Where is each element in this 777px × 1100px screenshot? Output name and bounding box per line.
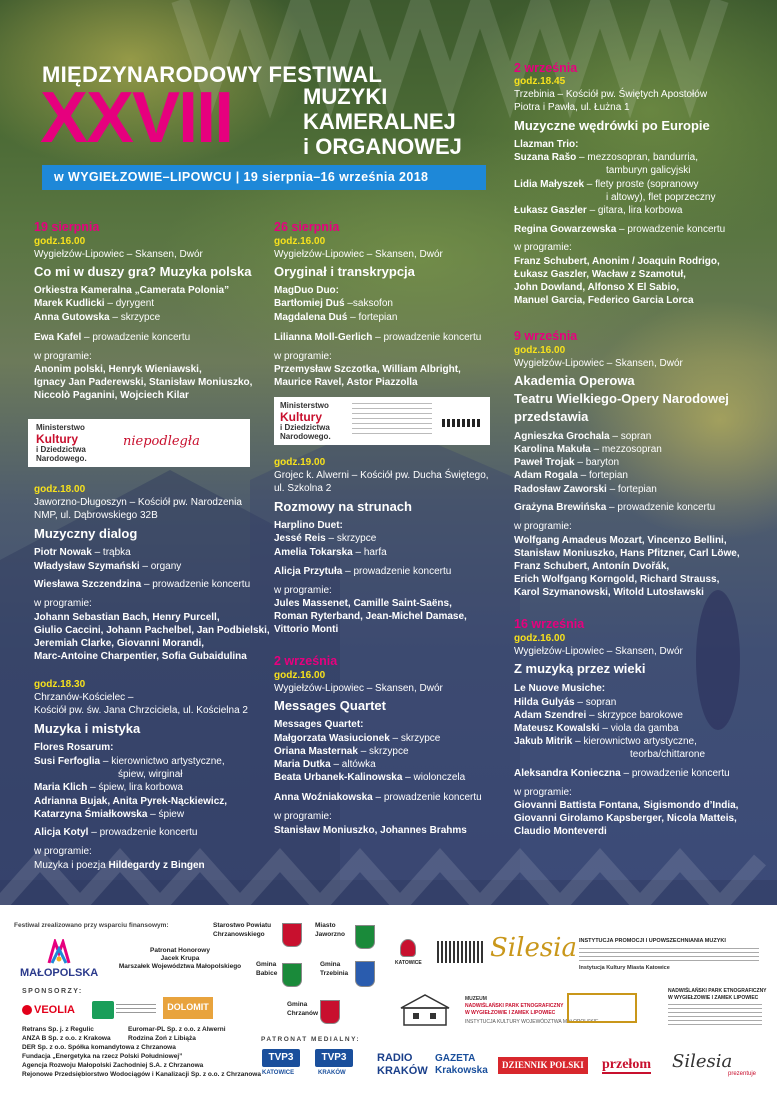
- chrzanow-crest-icon: [320, 1000, 340, 1024]
- museum-building-icon: [395, 992, 455, 1028]
- performer-role: – mezzosopran, bandurria,: [576, 152, 698, 163]
- program-heading: w programie:: [34, 351, 92, 362]
- performer-role: – śpiew: [147, 809, 185, 820]
- performer-role: – altówka: [330, 759, 376, 770]
- host-role: – prowadzenie koncertu: [620, 768, 730, 779]
- performer-name: Bartłomiej Duś: [274, 298, 345, 309]
- performer-name: Maria Dutka: [274, 759, 331, 770]
- logo-text: Ministerstwo: [280, 401, 329, 410]
- jaworzno-crest-icon: [355, 925, 375, 949]
- sponsor-item: ANZA B Sp. z o.o. z Krakowa: [22, 1035, 111, 1042]
- museum-label: W WYGIEŁZOWIE I ZAMEK LIPOWIEC: [465, 1010, 556, 1016]
- program-line: Stanisław Moniuszko, Johannes Brahms: [274, 825, 467, 836]
- event-place: ul. Szkolna 2: [274, 483, 332, 494]
- event-title: Muzyczny dialog: [34, 526, 138, 541]
- program-line: Vittorio Monti: [274, 624, 339, 635]
- gazeta-krakowska-logo: GAZETA: [435, 1053, 476, 1064]
- katowice-label: KATOWICE: [395, 960, 422, 966]
- veolia-icon: [22, 1005, 32, 1015]
- patron-label: Patronat Honorowy: [150, 947, 210, 954]
- host-role: – prowadzenie koncertu: [372, 792, 482, 803]
- performer-role: – fortepian: [347, 312, 398, 323]
- support-label: Festiwal zrealizowano przy wsparciu finansowym:: [14, 922, 169, 929]
- sponsor-item: Fundacja „Energetyka na rzecz Polski Południowej”: [22, 1053, 183, 1060]
- malopolska-logo-icon: [46, 939, 72, 965]
- program-line: John Dowland, Alfonso X El Sabio,: [514, 282, 680, 293]
- performer-role: – mezzosopran: [590, 444, 662, 455]
- date-place-bar: w WYGIEŁZOWIE–LIPOWCU | 19 sierpnia–16 września 2018: [42, 165, 486, 190]
- event-time: godz.16.00: [514, 633, 566, 644]
- event-title: Teatru Wielkiego-Opery Narodowej: [514, 391, 729, 406]
- sponsor-item: Retrans Sp. j. z Regulic: [22, 1026, 94, 1033]
- event-title: Messages Quartet: [274, 698, 386, 713]
- performer-role: – sopran: [609, 431, 652, 442]
- radio-krakow-logo: RADIO: [377, 1052, 413, 1064]
- host-role: – prowadzenie koncertu: [141, 579, 251, 590]
- performer-name: Małgorzata Wasiucionek: [274, 733, 390, 744]
- host-name: Alicja Kotyl: [34, 827, 89, 838]
- event-place: Grojec k. Alwerni – Kościół pw. Ducha Świętego,: [274, 470, 489, 481]
- fine-print-graphic: [352, 403, 432, 437]
- performer-role: – skrzypce: [389, 733, 441, 744]
- festival-title-line2: MUZYKI: [303, 84, 388, 109]
- institute-logo: [442, 419, 480, 427]
- museum-label: MUZEUM: [465, 996, 487, 1002]
- program-line: Giovanni Girolamo Kapsberger, Nicola Matteis,: [514, 813, 737, 824]
- event-place: Kościół pw. św. Jana Chrzciciela, ul. Kościelna 2: [34, 705, 248, 716]
- program-line: Jeremiah Clarke, Giovanni Morandi,: [34, 638, 205, 649]
- performer-name: Hilda Gulyás: [514, 697, 575, 708]
- host-name: Ewa Kafel: [34, 332, 82, 343]
- event-place: Wygiełzów-Lipowiec – Skansen, Dwór: [34, 249, 203, 260]
- prezentuje-label: prezentuje: [728, 1071, 757, 1077]
- event-title: przedstawia: [514, 409, 589, 424]
- katowice-logo-icon: [400, 939, 416, 957]
- sponsor-item: DER Sp. z o.o. Spółka komandytowa z Chrzanowa: [22, 1044, 176, 1051]
- festival-title-line3: KAMERALNEJ: [303, 109, 456, 134]
- performer-name: Marek Kudlicki: [34, 298, 105, 309]
- program-line: Niccolò Paganini, Wojciech Kilar: [34, 390, 189, 401]
- program-line: Ignacy Jan Paderewski, Stanisław Moniuszko,: [34, 377, 253, 388]
- sponsors-label: SPONSORZY:: [22, 988, 83, 995]
- ministry-culture-logo-2: [274, 397, 490, 445]
- babice-label: Gmina: [256, 961, 277, 968]
- logo-text: i Dziedzictwa: [280, 423, 330, 432]
- performer-name: Lidia Małyszek: [514, 179, 585, 190]
- event-time: godz.18.45: [514, 76, 566, 87]
- performer-name: Magdalena Duś: [274, 312, 348, 323]
- performer-role: – baryton: [574, 457, 620, 468]
- program-line: Jules Massenet, Camille Saint-Saëns,: [274, 598, 452, 609]
- logo-text: Ministerstwo: [36, 423, 85, 432]
- park-label: W WYGIEŁZOWIE I ZAMEK LIPOWIEC: [668, 995, 759, 1001]
- program-heading: w programie:: [514, 787, 572, 798]
- host-role: – prowadzenie koncertu: [88, 827, 198, 838]
- babice-crest-icon: [282, 963, 302, 987]
- program-heading: w programie:: [34, 598, 92, 609]
- festival-title-line1: MIĘDZYNARODOWY FESTIWAL: [42, 62, 383, 87]
- program-line: Roman Ryterband, Jean-Michel Damase,: [274, 611, 467, 622]
- performer-role: – skrzypce: [357, 746, 409, 757]
- program-line: Muzyka i poezja: [34, 860, 109, 871]
- performer-role: tamburyn galicyjski: [606, 165, 691, 176]
- ministry-culture-logo: [28, 419, 250, 467]
- gazeta-krakowska-logo: Krakowska: [435, 1065, 488, 1076]
- program-line: Manuel Garcia, Federico Garcia Lorca: [514, 295, 694, 306]
- performer-role: – skrzypce: [325, 533, 377, 544]
- sponsor-item: Rodzina Zoń z Libiąża: [128, 1035, 196, 1042]
- performer-name: Anna Gutowska: [34, 312, 110, 323]
- program-heading: w programie:: [514, 521, 572, 532]
- ensemble-name: Le Nuove Musiche:: [514, 683, 606, 694]
- logo-text: Kultury: [36, 432, 78, 446]
- park-contact-lines: [668, 1004, 762, 1026]
- media-patronage-label: PATRONAT MEDIALNY:: [261, 1036, 361, 1043]
- performer-name: Radosław Zaworski: [514, 484, 607, 495]
- program-line: Przemysław Szczotka, William Albright,: [274, 364, 461, 375]
- host-role: – prowadzenie koncertu: [372, 332, 482, 343]
- babice-label: Babice: [256, 970, 278, 977]
- performer-name: Katarzyna Śmiałkowska: [34, 809, 148, 820]
- logo-text: Narodowego.: [280, 432, 331, 441]
- veolia-logo: VEOLIA: [34, 1004, 75, 1016]
- institution-subtitle: Instytucja Kultury Miasta Katowice: [579, 965, 670, 971]
- sponsor-logo-green: [92, 1001, 114, 1019]
- event-time: godz.18.30: [34, 679, 86, 690]
- radio-krakow-logo: KRAKÓW: [377, 1065, 428, 1077]
- performer-role: – fortepian: [577, 470, 628, 481]
- event-place: NMP, ul. Dąbrowskiego 32B: [34, 510, 158, 521]
- event-time: godz.16.00: [34, 236, 86, 247]
- logo-text: i Dziedzictwa: [36, 445, 86, 454]
- performer-role: – wiolonczela: [402, 772, 466, 783]
- host-role: – prowadzenie koncertu: [81, 332, 191, 343]
- chrzanow-county-crest-icon: [282, 923, 302, 947]
- program-line: Hildegardy z Bingen: [108, 860, 205, 871]
- ensemble-name: Messages Quartet:: [274, 719, 364, 730]
- performer-role: i altowy), flet poprzeczny: [606, 192, 716, 203]
- program-line: Erich Wolfgang Korngold, Richard Strauss,: [514, 574, 720, 585]
- festival-edition-roman: XXVIII: [40, 78, 233, 158]
- performer-name: Jessé Reis: [274, 533, 326, 544]
- event-date: 9 września: [514, 329, 578, 343]
- chrzanow-label: Chrzanów: [287, 1010, 319, 1017]
- sponsors-footer: [0, 905, 777, 1100]
- dziennik-polski-logo: DZIENNIK POLSKI: [498, 1057, 588, 1074]
- ensemble-name: Flores Rosarum:: [34, 742, 114, 753]
- performer-role: – fortepian: [606, 484, 657, 495]
- performer-role: – organy: [139, 561, 182, 572]
- performer-name: Agnieszka Grochala: [514, 431, 610, 442]
- performer-name: Adrianna Bujak, Anita Pyrek-Nąckiewicz,: [34, 796, 228, 807]
- performer-role: – śpiew, lira korbowa: [87, 782, 183, 793]
- performer-role: – dyrygent: [104, 298, 155, 309]
- silesia-logo: Silesia: [490, 933, 577, 963]
- performer-name: Jakub Mitrik: [514, 736, 573, 747]
- performer-name: Władysław Szymański: [34, 561, 140, 572]
- program-line: Franz Schubert, Anonim / Joaquin Rodrigo,: [514, 256, 720, 267]
- event-time: godz.19.00: [274, 457, 326, 468]
- silesia-prezentuje-logo: Silesia: [672, 1051, 733, 1072]
- event-place: Wygiełzów-Lipowiec – Skansen, Dwór: [514, 646, 683, 657]
- performer-role: śpiew, wirginał: [118, 769, 183, 780]
- event-place: Wygiełzów-Lipowiec – Skansen, Dwór: [514, 358, 683, 369]
- tvp3-katowice-logo: TVP3: [262, 1049, 300, 1067]
- trzebinia-crest-icon: [355, 961, 375, 987]
- performer-name: Adam Szendrei: [514, 710, 587, 721]
- performer-name: Maria Klich: [34, 782, 88, 793]
- logo-text: Narodowego.: [36, 454, 87, 463]
- event-time: godz.18.00: [34, 484, 86, 495]
- program-line: Johann Sebastian Bach, Henry Purcell,: [34, 612, 220, 623]
- event-title: Muzyczne wędrówki po Europie: [514, 118, 710, 133]
- niepodlegla-logo: niepodległa: [123, 434, 200, 449]
- ensemble-name: Harplino Duet:: [274, 520, 343, 531]
- performer-role: – skrzypce barokowe: [586, 710, 683, 721]
- program-line: Karol Szymanowski, Witold Lutosławski: [514, 587, 704, 598]
- host-name: Anna Woźniakowska: [274, 792, 373, 803]
- host-name: Aleksandra Konieczna: [514, 768, 621, 779]
- trzebinia-label: Gmina: [320, 961, 341, 968]
- host-name: Alicja Przytuła: [274, 566, 343, 577]
- event-title: Akademia Operowa: [514, 373, 635, 388]
- jaworzno-label: Jaworzno: [315, 931, 345, 938]
- festival-title-line4: i ORGANOWEJ: [303, 134, 462, 159]
- event-place: Trzebinia – Kościół pw. Świętych Apostołów: [514, 89, 708, 100]
- starostwo-label: Chrzanowskiego: [213, 931, 265, 938]
- program-line: Franz Schubert, Antonín Dvořák,: [514, 561, 670, 572]
- performer-name: Amelia Tokarska: [274, 547, 353, 558]
- event-date: 2 września: [514, 61, 578, 75]
- sponsor-logo-text-block: [116, 1004, 156, 1016]
- museum-label: INSTYTUCJA KULTURY WOJEWÓDZTWA MAŁOPOLSKIE: [465, 1019, 599, 1025]
- host-name: Wiesława Szczendzina: [34, 579, 142, 590]
- trzebinia-label: Trzebinia: [320, 970, 349, 977]
- program-line: Wolfgang Amadeus Mozart, Vincenzo Bellini,: [514, 535, 727, 546]
- tvp3-krakow-label: KRAKÓW: [318, 1070, 346, 1076]
- program-line: Anonim polski, Henryk Wieniawski,: [34, 364, 202, 375]
- program-line: Claudio Monteverdi: [514, 826, 607, 837]
- event-title: Co mi w duszy gra? Muzyka polska: [34, 264, 252, 279]
- event-title: Oryginał i transkrypcja: [274, 264, 415, 279]
- performer-name: Suzana Rašo: [514, 152, 577, 163]
- program-line: Stanisław Moniuszko, Hans Pfitzner, Carl Löwe,: [514, 548, 740, 559]
- institution-name: INSTYTUCJA PROMOCJI I UPOWSZECHNIANIA MUZYKI: [579, 938, 726, 944]
- program-heading: w programie:: [274, 811, 332, 822]
- starostwo-label: Starostwo Powiatu: [213, 922, 272, 929]
- sponsor-item: Rejonowe Przedsiębiorstwo Wodociągów i Kanalizacji Sp. z o.o. z Chrzanowa: [22, 1071, 261, 1078]
- program-line: Maurice Ravel, Astor Piazzolla: [274, 377, 418, 388]
- event-place: Piotra i Pawła, ul. Łużna 1: [514, 102, 630, 113]
- performer-role: – viola da gamba: [599, 723, 679, 734]
- performer-name: Susi Ferfoglia: [34, 756, 101, 767]
- tvp3-krakow-logo: TVP3: [315, 1049, 353, 1067]
- event-date: 16 września: [514, 617, 585, 631]
- event-date: 26 sierpnia: [274, 220, 340, 234]
- performer-ensemble: Orkiestra Kameralna „Camerata Polonia”: [34, 285, 230, 296]
- program-heading: w programie:: [274, 351, 332, 362]
- ensemble-name: Llazman Trio:: [514, 139, 579, 150]
- institution-contact-lines: [579, 948, 759, 962]
- katowice-institution-logo: [437, 941, 483, 963]
- host-role: – prowadzenie koncertu: [606, 502, 716, 513]
- host-role: – prowadzenie koncertu: [342, 566, 452, 577]
- logo-text: Kultury: [280, 410, 322, 424]
- program-line: Giovanni Battista Fontana, Sigismondo d’India,: [514, 800, 739, 811]
- event-time: godz.16.00: [274, 236, 326, 247]
- performer-name: Oriana Masternak: [274, 746, 358, 757]
- program-heading: w programie:: [274, 585, 332, 596]
- event-place: Wygiełzów-Lipowiec – Skansen, Dwór: [274, 249, 443, 260]
- dolomit-logo: DOLOMIT: [163, 997, 213, 1019]
- sponsor-item: Agencja Rozwoju Małopolski Zachodniej S.A. z Chrzanowa: [22, 1062, 204, 1069]
- program-heading: w programie:: [34, 846, 92, 857]
- performer-role: teorba/chittarone: [630, 749, 706, 760]
- event-date: 2 września: [274, 654, 338, 668]
- performer-role: – flety proste (sopranowy: [584, 179, 699, 190]
- performer-name: Karolina Makuła: [514, 444, 591, 455]
- performer-role: – gitara, lira korbowa: [586, 205, 683, 216]
- performer-name: Paweł Trojak: [514, 457, 575, 468]
- performer-role: – sopran: [574, 697, 617, 708]
- program-heading: w programie:: [514, 242, 572, 253]
- host-name: Lilianna Moll-Gerlich: [274, 332, 373, 343]
- host-name: Regina Gowarzewska: [514, 224, 617, 235]
- event-title: Rozmowy na strunach: [274, 499, 412, 514]
- performer-name: Mateusz Kowalski: [514, 723, 600, 734]
- event-time: godz.16.00: [274, 670, 326, 681]
- patron-name: Jacek Krupa: [160, 955, 200, 962]
- performer-role: –saksofon: [344, 298, 393, 309]
- performer-role: – kierownictwo artystyczne,: [100, 756, 225, 767]
- performer-name: Beata Urbanek-Kalinowska: [274, 772, 403, 783]
- host-role: – prowadzenie koncertu: [616, 224, 726, 235]
- performer-name: Adam Rogala: [514, 470, 578, 481]
- performer-role: – kierownictwo artystyczne,: [572, 736, 697, 747]
- event-place: Wygiełzów-Lipowiec – Skansen, Dwór: [274, 683, 443, 694]
- program-line: Łukasz Gaszler, Wacław z Szamotuł,: [514, 269, 686, 280]
- performer-role: – harfa: [352, 547, 387, 558]
- event-title: Muzyka i mistyka: [34, 721, 141, 736]
- przelom-logo: przełom: [602, 1057, 651, 1072]
- sponsor-item: Euromar-PL Sp. z o.o. z Alwerni: [128, 1026, 226, 1033]
- event-place: Chrzanów-Kościelec –: [34, 692, 134, 703]
- park-label: NADWIŚLAŃSKI PARK ETNOGRAFICZNY: [668, 988, 767, 994]
- jaworzno-label: Miasto: [315, 922, 336, 929]
- performer-role: – trąbka: [91, 547, 131, 558]
- patron-title: Marszałek Województwa Małopolskiego: [118, 963, 242, 970]
- program-line: Marc-Antoine Charpentier, Sofia Gubaidulina: [34, 651, 247, 662]
- museum-label: NADWIŚLAŃSKI PARK ETNOGRAFICZNY: [465, 1003, 564, 1009]
- chrzanow-label: Gmina: [287, 1001, 308, 1008]
- event-title: Z muzyką przez wieki: [514, 661, 646, 676]
- event-place: Jaworzno-Długoszyn – Kościół pw. Narodzenia: [34, 497, 242, 508]
- performer-name: Piotr Nowak: [34, 547, 92, 558]
- tvp3-katowice-label: KATOWICE: [262, 1070, 295, 1076]
- performer-name: Łukasz Gaszler: [514, 205, 587, 216]
- performer-role: – skrzypce: [109, 312, 161, 323]
- ensemble-name: MagDuo Duo:: [274, 285, 339, 296]
- event-time: godz.16.00: [514, 345, 566, 356]
- host-name: Grażyna Brewińska: [514, 502, 607, 513]
- park-anniversary-logo: [567, 993, 637, 1023]
- event-date: 19 sierpnia: [34, 220, 100, 234]
- program-line: Giulio Caccini, Johann Pachelbel, Jan Podbielski,: [34, 625, 270, 636]
- malopolska-logo-text: MAŁOPOLSKA: [20, 967, 99, 979]
